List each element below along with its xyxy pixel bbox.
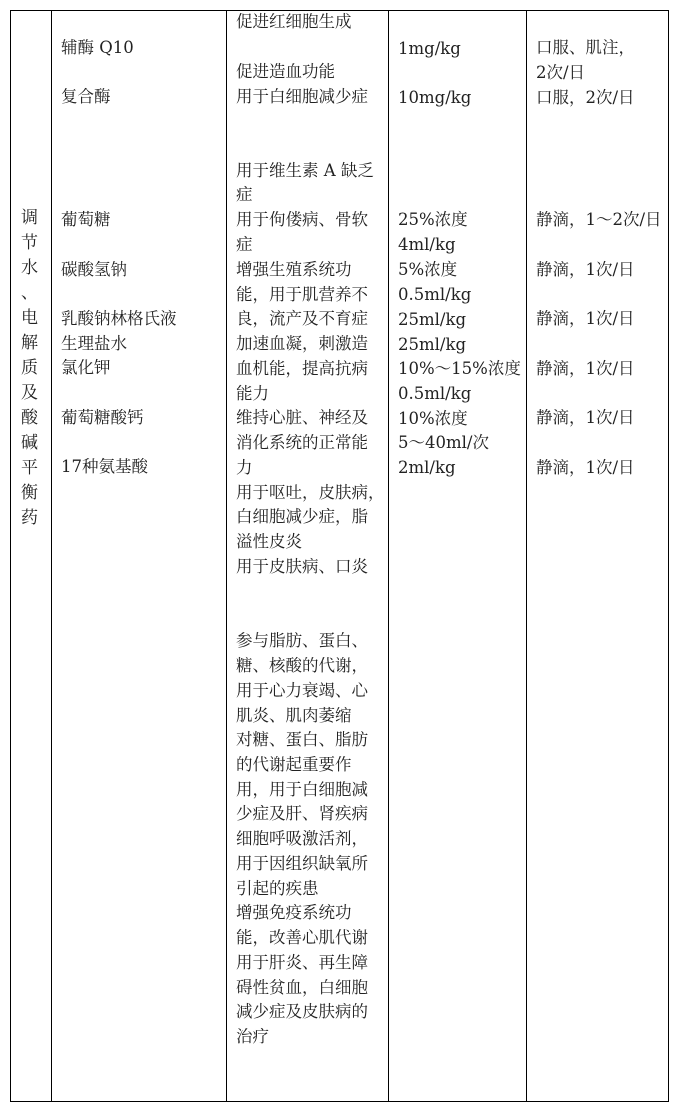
- indication-cell: [226, 11, 388, 1101]
- drug-name: 葡萄糖: [61, 210, 111, 229]
- indication-line: 减少症及皮肤病的: [236, 1002, 368, 1021]
- indication-line: 用于呕吐，皮肤病，: [236, 483, 385, 502]
- indication-line: 促进红细胞生成: [236, 12, 352, 31]
- indication-line: 能，用于肌营养不: [236, 285, 368, 304]
- route-line: 2次/日: [536, 63, 586, 82]
- category-char: 解: [21, 333, 38, 353]
- dosage-cell: [388, 11, 526, 1101]
- category-char: 电: [21, 308, 38, 328]
- dosage-line: 10%浓度: [398, 409, 468, 428]
- indication-line: 细胞呼吸激活剂，: [236, 829, 368, 848]
- drug-table: [10, 10, 669, 1102]
- indication-line: 用于肝炎、再生障: [236, 953, 368, 972]
- category-char: 质: [21, 358, 38, 378]
- drug-name: 辅酶 Q10: [61, 38, 134, 57]
- indication-line: 促进造血功能: [236, 62, 335, 81]
- drug-name: 生理盐水: [61, 334, 127, 353]
- indication-line: 维持心脏、神经及: [236, 408, 368, 427]
- indication-line: 用于心力衰竭、心: [236, 681, 368, 700]
- dosage-line: 25%浓度: [398, 210, 468, 229]
- indication-line: 糖、核酸的代谢，: [236, 656, 368, 675]
- dosage-line: 2ml/kg: [398, 458, 456, 477]
- indication-line: 对糖、蛋白、脂肪: [236, 730, 368, 749]
- route-line: 静滴，1～2次/日: [536, 210, 662, 229]
- indication-line: 血机能，提高抗病: [236, 359, 368, 378]
- indication-line: 良，流产及不育症: [236, 309, 368, 328]
- category-char: 平: [21, 458, 38, 478]
- category-char: 碱: [21, 433, 38, 453]
- indication-line: 用于佝偻病、骨软: [236, 210, 368, 229]
- indication-line: 溢性皮炎: [236, 532, 302, 551]
- indication-line: 参与脂肪、蛋白、: [236, 631, 368, 650]
- drug-name: 17种氨基酸: [61, 457, 148, 476]
- dosage-line: 1mg/kg: [398, 39, 461, 58]
- dosage-line: 10%～15%浓度: [398, 359, 521, 378]
- indication-line: 用于白细胞减少症: [236, 87, 368, 106]
- indication-line: 白细胞减少症，脂: [236, 507, 368, 526]
- dosage-line: 25ml/kg: [398, 310, 467, 329]
- category-char: 水: [21, 258, 38, 278]
- route-line: 静滴，1次/日: [536, 260, 635, 279]
- route-line: 口服、肌注，: [536, 38, 635, 57]
- indication-line: 的代谢起重要作: [236, 755, 352, 774]
- category-cell: [11, 11, 51, 1101]
- indication-line: 症: [236, 235, 253, 254]
- dosage-line: 10mg/kg: [398, 88, 472, 107]
- route-line: 口服，2次/日: [536, 88, 635, 107]
- indication-line: 用于维生素 A 缺乏: [236, 161, 374, 180]
- route-cell: [526, 11, 670, 1101]
- drug-name: 葡萄糖酸钙: [61, 408, 144, 427]
- drug-name: 碳酸氢钠: [61, 260, 127, 279]
- indication-line: 肌炎、肌肉萎缩: [236, 706, 352, 725]
- indication-line: 增强生殖系统功: [236, 260, 352, 279]
- indication-line: 消化系统的正常能: [236, 433, 368, 452]
- dosage-line: 5～40ml/次: [398, 433, 489, 452]
- dosage-line: 4ml/kg: [398, 235, 456, 254]
- category-char: 衡: [21, 483, 38, 503]
- category-char: 药: [21, 508, 38, 528]
- indication-line: 增强免疫系统功: [236, 903, 352, 922]
- indication-line: 能，改善心肌代谢: [236, 928, 368, 947]
- indication-line: 少症及肝、肾疾病: [236, 804, 368, 823]
- dosage-line: 25ml/kg: [398, 335, 467, 354]
- route-line: 静滴，1次/日: [536, 458, 635, 477]
- indication-line: 能力: [236, 384, 269, 403]
- route-line: 静滴，1次/日: [536, 309, 635, 328]
- dosage-line: 5%浓度: [398, 260, 458, 279]
- category-char: 酸: [21, 408, 38, 428]
- category-char: 及: [21, 383, 38, 403]
- indication-line: 加速血凝，刺激造: [236, 334, 368, 353]
- category-char: 调: [21, 208, 38, 228]
- drug-name: 复合酶: [61, 87, 111, 106]
- category-char: 、: [21, 283, 38, 303]
- drug-name: 乳酸钠林格氏液: [61, 309, 177, 328]
- dosage-line: 0.5ml/kg: [398, 285, 472, 304]
- dosage-line: 0.5ml/kg: [398, 384, 472, 403]
- route-line: 静滴，1次/日: [536, 359, 635, 378]
- indication-line: 用于皮肤病、口炎: [236, 557, 368, 576]
- drug-name-cell: [51, 11, 226, 1101]
- indication-line: 用，用于白细胞减: [236, 780, 368, 799]
- drug-name: 氯化钾: [61, 358, 111, 377]
- indication-line: 治疗: [236, 1027, 269, 1046]
- indication-line: 碍性贫血，白细胞: [236, 978, 368, 997]
- indication-line: 力: [236, 458, 253, 477]
- indication-line: 引起的疾患: [236, 879, 319, 898]
- category-char: 节: [21, 233, 38, 253]
- indication-line: 症: [236, 185, 253, 204]
- indication-line: 用于因组织缺氧所: [236, 854, 368, 873]
- route-line: 静滴，1次/日: [536, 408, 635, 427]
